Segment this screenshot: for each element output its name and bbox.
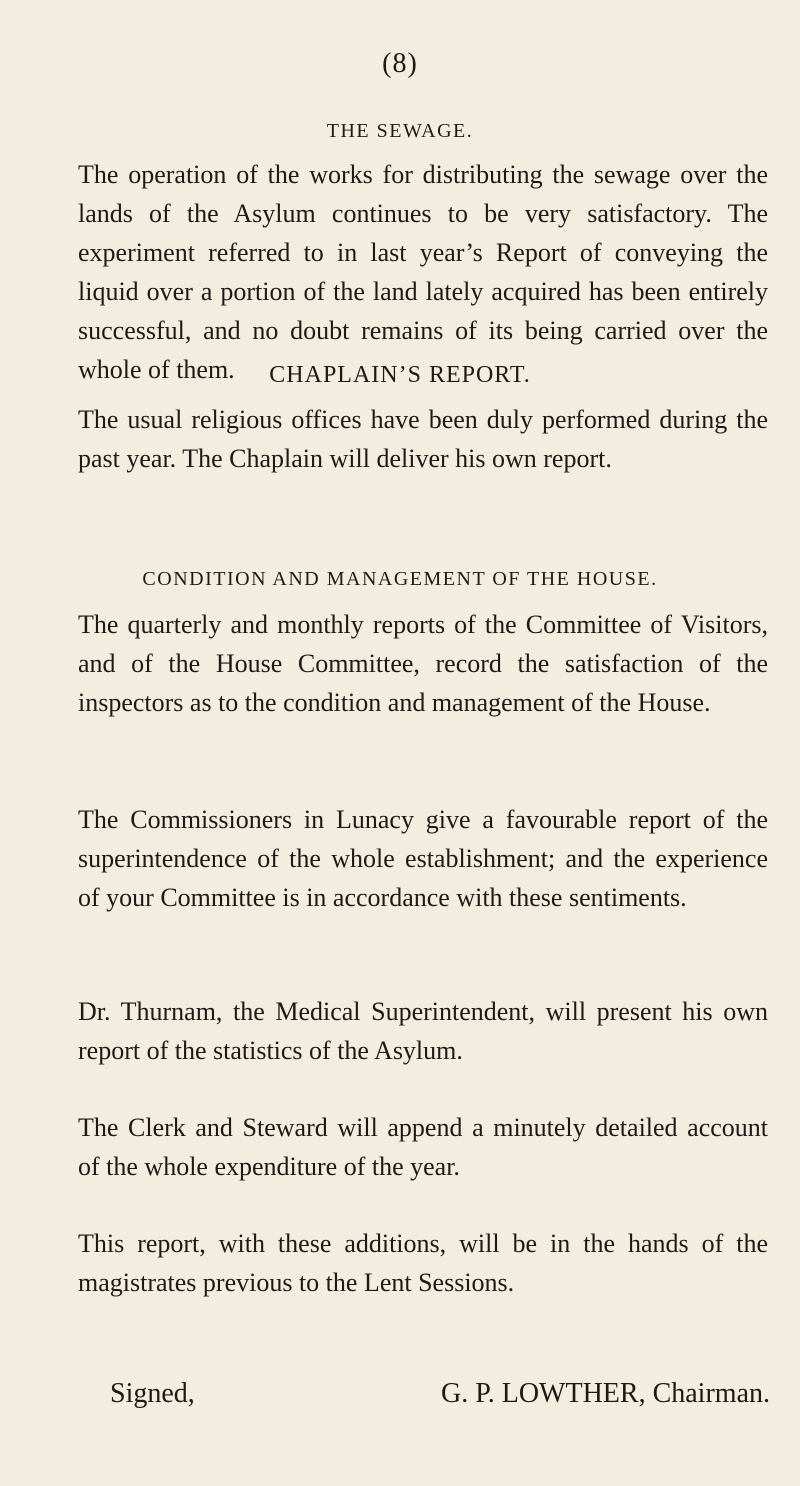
paragraph-condition-4: The Clerk and Steward will append a minutely detailed account of the whole expenditure of the year.: [78, 1113, 768, 1181]
section-heading-chaplain: CHAPLAIN’S REPORT.: [269, 362, 531, 388]
page-number: (8): [382, 48, 418, 79]
section-heading-condition: CONDITION AND MANAGEMENT OF THE HOUSE.: [142, 568, 658, 590]
signature-name: G. P. LOWTHER, Chairman.: [441, 1378, 770, 1409]
section-heading-sewage: THE SEWAGE.: [326, 120, 474, 142]
paragraph-condition-2: The Commissioners in Lunacy give a favourable report of the superintendence of the whole establishment; and the experience of your Committee is in accordance with these sentiments.: [78, 805, 768, 912]
signature-line: [110, 1378, 770, 1410]
paragraph-chaplain: The usual religious offices have been duly performed during the past year. The Chaplain will deliver his own report.: [78, 405, 768, 473]
signature-label: Signed,: [110, 1378, 195, 1409]
paragraph-condition-3: Dr. Thurnam, the Medical Superintendent, will present his own report of the statistics of the Asylum.: [78, 997, 768, 1065]
paragraph-sewage: The operation of the works for distributing the sewage over the lands of the Asylum continues to be very satisfactory. The experiment referred to in last year’s Report of conveying the liquid over a portion of the land lately acquired has been entirely successful, and no doubt remains of its being carried over the whole of them.: [78, 160, 768, 384]
paragraph-condition-5: This report, with these additions, will be in the hands of the magistrates previous to the Lent Sessions.: [78, 1229, 768, 1297]
paragraph-condition-1: The quarterly and monthly reports of the Committee of Visitors, and of the House Committee, record the satisfaction of the inspectors as to the condition and management of the House.: [78, 610, 768, 717]
